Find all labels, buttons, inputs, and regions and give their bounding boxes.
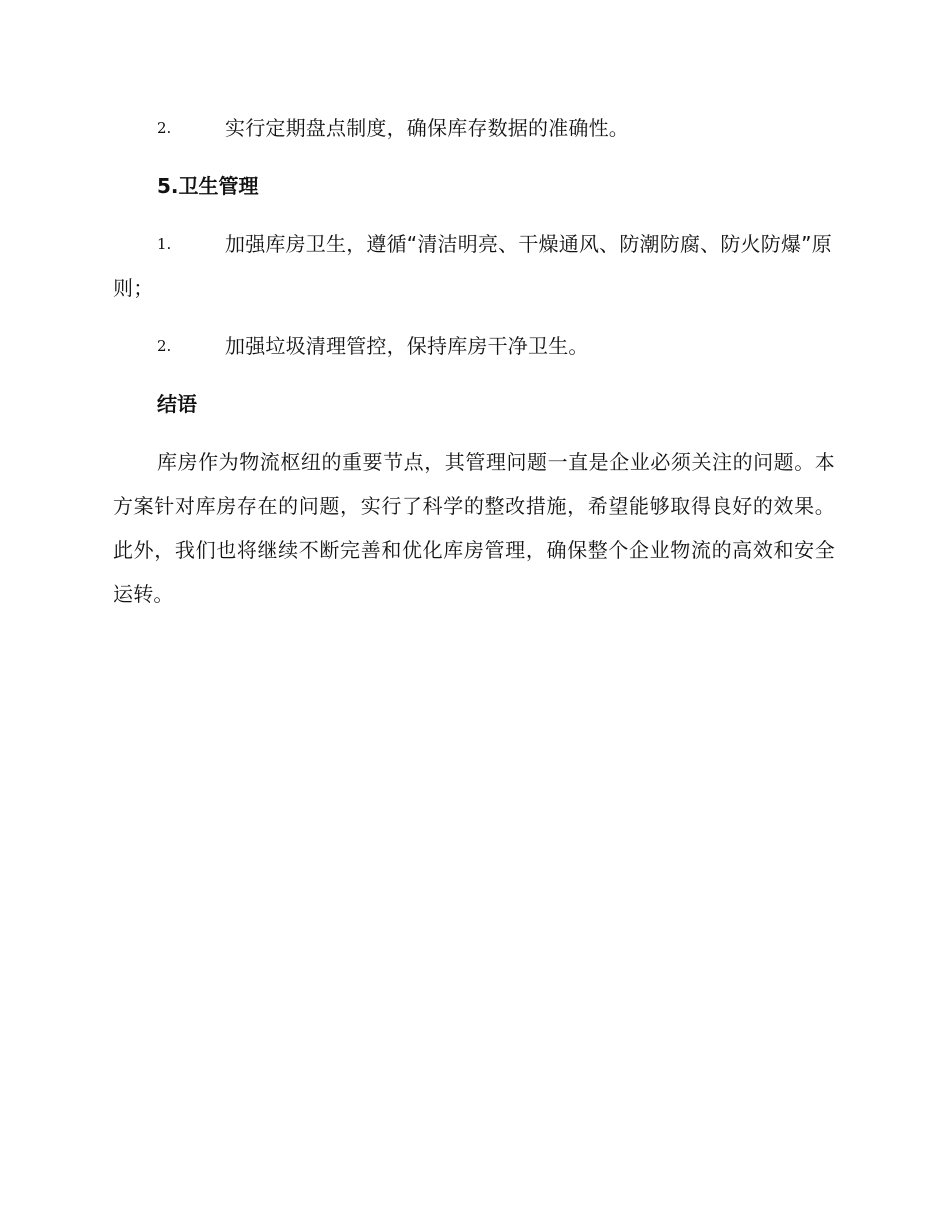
list-item-text: 加强库房卫生，遵循“清洁明亮、干燥通风、防潮防腐、防火防爆”原则；	[113, 232, 832, 300]
section-heading-hygiene: 5.卫生管理	[157, 174, 259, 198]
list-item-number: 1.	[157, 235, 172, 253]
list-item-number: 2.	[157, 337, 172, 355]
conclusion-heading: 结语	[157, 392, 197, 416]
conclusion-paragraph: 库房作为物流枢纽的重要节点，其管理问题一直是企业必须关注的问题。本方案针对库房存在的问题，实行了科学的整改措施，希望能够取得良好的效果。此外，我们也将继续不断完善和优化库房管理，确保整个企业物流的高效和安全运转。	[113, 450, 835, 606]
list-item-text: 加强垃圾清理管控，保持库房干净卫生。	[225, 334, 589, 358]
list-item	[113, 222, 835, 310]
list-item	[113, 106, 835, 150]
list-item-text: 实行定期盘点制度，确保库存数据的准确性。	[225, 116, 629, 140]
list-item	[113, 324, 835, 368]
list-item-number: 2.	[157, 119, 172, 137]
